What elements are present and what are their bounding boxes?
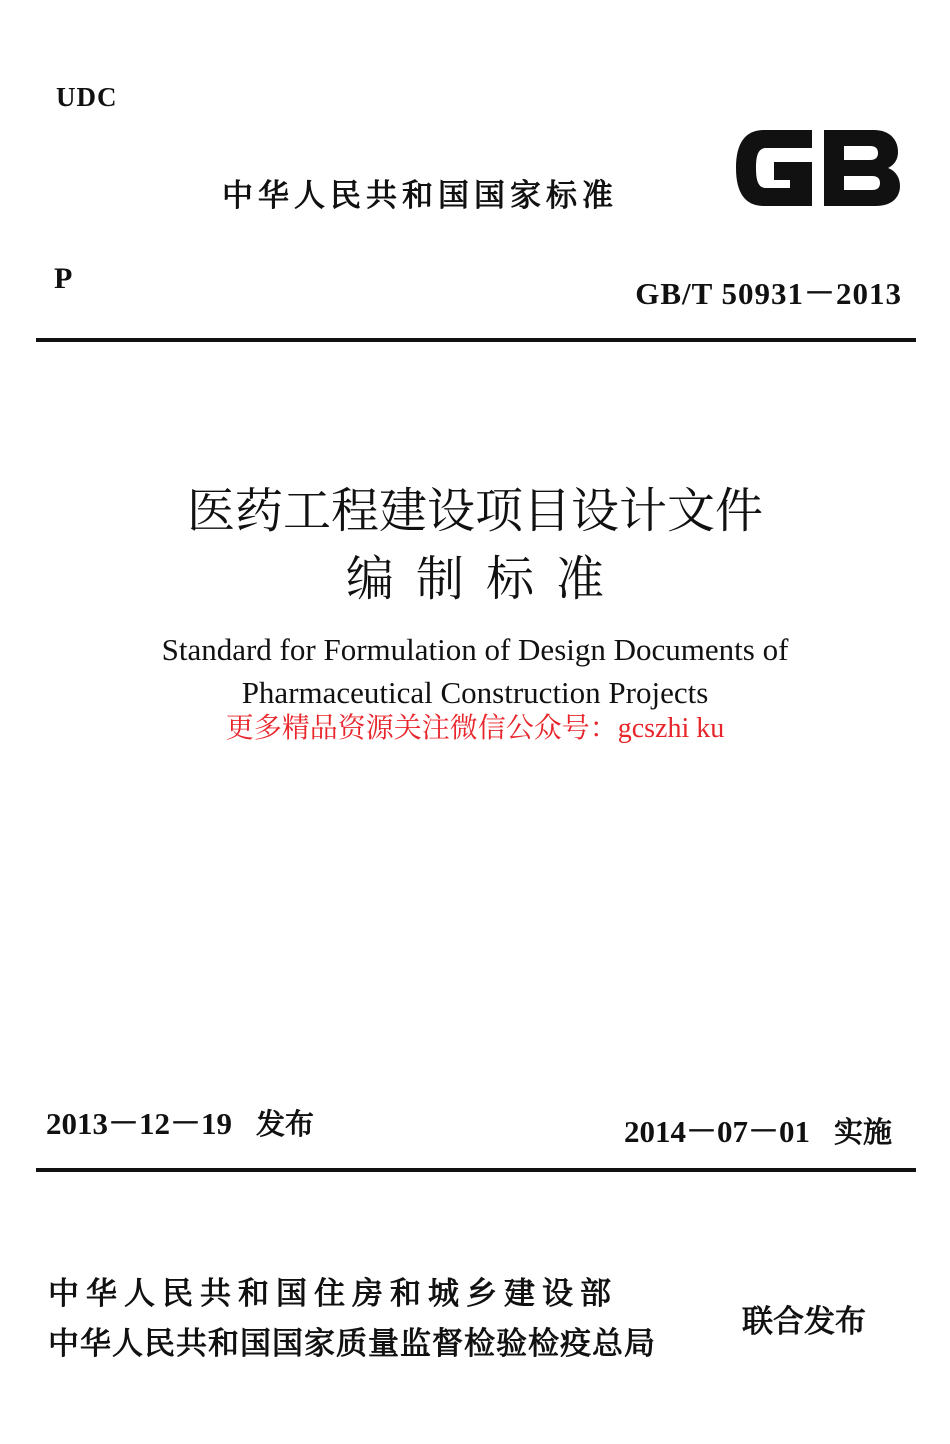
issue-date: 2013－12－19: [46, 1106, 232, 1141]
issue-label: 发布: [256, 1107, 315, 1141]
issuer-ministry: 中华人民共和国住房和城乡建设部: [48, 1276, 618, 1312]
top-divider: [36, 338, 916, 342]
joint-release-label: 联合发布: [742, 1304, 866, 1340]
title-chinese-line1: 医药工程建设项目设计文件: [186, 483, 763, 539]
implement-label: 实施: [833, 1115, 892, 1149]
title-chinese-line2: 编制标准: [345, 551, 626, 607]
issue-date-block: [46, 1098, 314, 1143]
issuer-aqsiq: 中华人民共和国国家质量监督检验检疫总局: [48, 1326, 656, 1362]
title-english-line2: Pharmaceutical Construction Projects: [241, 675, 709, 710]
gb-logo-icon: [728, 122, 908, 214]
national-standard-heading: 中华人民共和国国家标准: [222, 178, 618, 214]
title-english-line1: Standard for Formulation of Design Documents of: [161, 632, 789, 667]
implement-date-block: [624, 1106, 892, 1151]
bottom-divider: [36, 1168, 916, 1172]
standard-number: GB/T 50931－2013: [635, 276, 902, 311]
watermark-text: 更多精品资源关注微信公众号：gcszhi ku: [225, 713, 725, 744]
udc-label: UDC: [56, 82, 118, 112]
implement-date: 2014－07－01: [623, 1114, 810, 1149]
classification-code: P: [54, 262, 73, 295]
